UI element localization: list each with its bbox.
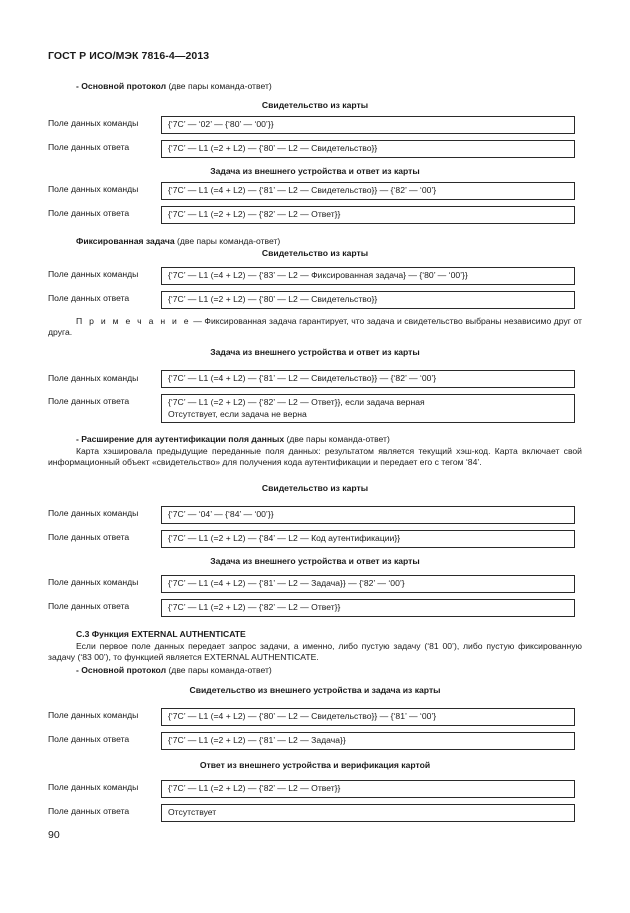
section-title: С.3 Функция EXTERNAL AUTHENTICATE [76,629,246,639]
response-data-field: {‘7C’ — L1 (=2 + L2) — {‘82’ — L2 — Ответ}} [161,599,575,617]
page-header-title: ГОСТ Р ИСО/МЭК 7816-4—2013 [48,50,210,62]
row-label-command: Поле данных команды [48,782,139,792]
command-data-field: {‘7C’ — ‘02’ — {‘80’ — ‘00’}} [161,116,575,134]
row-label-response: Поле данных ответа [48,734,130,744]
basic-protocol-heading [48,81,582,92]
row-label-command: Поле данных команды [48,710,139,720]
basic-protocol-note: (две пары команда-ответ) [166,81,272,91]
command-data-field: {‘7C’ — L1 (=2 + L2) — {‘82’ — L2 — Ответ}} [161,780,575,798]
table-title: Свидетельство из внешнего устройства и задача из карты [189,685,441,695]
fixed-challenge-heading [48,236,582,247]
row-label-command: Поле данных команды [48,184,139,194]
response-line-valid: {‘7C’ — L1 (=2 + L2) — {‘82’ — L2 — Ответ}}, если задача верная [168,397,425,407]
data-auth-extension-heading [48,434,582,445]
note-label: П р и м е ч а н и е [76,316,191,326]
row-label-command: Поле данных команды [48,577,139,587]
response-data-field: {‘7C’ — L1 (=2 + L2) — {‘82’ — L2 — Ответ}} [161,206,575,224]
row-label-response: Поле данных ответа [48,806,130,816]
response-data-field: {‘7C’ — L1 (=2 + L2) — {‘84’ — L2 — Код аутентификации}} [161,530,575,548]
command-data-field: {‘7C’ — L1 (=4 + L2) — {‘80’ — L2 — Свидетельство}} — {‘81’ — ‘00’} [161,708,575,726]
note-paragraph [48,316,582,337]
row-label-response: Поле данных ответа [48,208,130,218]
command-data-field: {‘7C’ — L1 (=4 + L2) — {‘81’ — L2 — Свидетельство}} — {‘82’ — ‘00’} [161,182,575,200]
response-data-field: Отсутствует [161,804,575,822]
row-label-command: Поле данных команды [48,373,139,383]
external-authenticate-paragraph: Если первое поле данных передает запрос задачи, а именно, либо пустую задачу (‘81 00’), либо пустую фиксированную задачу (‘83 00’), то функцией является EXTERNAL AUTHENTICATE. [48,641,582,662]
row-label-response: Поле данных ответа [48,293,130,303]
fixed-challenge-label: Фиксированная задача [76,236,175,246]
row-label-response: Поле данных ответа [48,601,130,611]
hash-paragraph: Карта хэшировала предыдущие переданные поля данных: результатом является текущий хэш-код. Карта включает свой информационный объект «свидетельство» для получения кода аутентификации и передает его с тегом ‘84’. [48,446,582,467]
table-title: Свидетельство из карты [261,100,369,110]
row-label-response: Поле данных ответа [48,142,130,152]
response-line-invalid: Отсутствует, если задача не верна [168,408,307,419]
table-title: Свидетельство из карты [261,483,369,493]
command-data-field: {‘7C’ — L1 (=4 + L2) — {‘83’ — L2 — Фиксированная задача} — {‘80’ — ‘00’}} [161,267,575,285]
data-auth-extension-label: - Расширение для аутентификации поля данных [76,434,285,444]
data-auth-extension-note: (две пары команда-ответ) [284,434,390,444]
page-number: 90 [48,829,60,841]
basic-protocol-label: - Основной протокол [76,81,167,91]
basic-protocol-note: (две пары команда-ответ) [166,665,272,675]
response-data-field [161,394,575,423]
table-title: Задача из внешнего устройства и ответ из карты [210,347,420,357]
response-data-field: {‘7C’ — L1 (=2 + L2) — {‘80’ — L2 — Свидетельство}} [161,140,575,158]
basic-protocol-label: - Основной протокол [76,665,167,675]
command-data-field: {‘7C’ — ‘04’ — {‘84’ — ‘00’}} [161,506,575,524]
note-text: — Фиксированная задача гарантирует, что задача и свидетельство выбраны независимо друг от друга. [48,316,582,337]
table-title: Задача из внешнего устройства и ответ из карты [210,166,420,176]
basic-protocol-heading [48,665,582,676]
response-data-field: {‘7C’ — L1 (=2 + L2) — {‘80’ — L2 — Свидетельство}} [161,291,575,309]
response-data-field: {‘7C’ — L1 (=2 + L2) — {‘81’ — L2 — Задача}} [161,732,575,750]
row-label-command: Поле данных команды [48,118,139,128]
command-data-field: {‘7C’ — L1 (=4 + L2) — {‘81’ — L2 — Свидетельство}} — {‘82’ — ‘00’} [161,370,575,388]
command-data-field: {‘7C’ — L1 (=4 + L2) — {‘81’ — L2 — Задача}} — {‘82’ — ‘00’} [161,575,575,593]
row-label-command: Поле данных команды [48,269,139,279]
row-label-response: Поле данных ответа [48,532,130,542]
row-label-response: Поле данных ответа [48,396,130,406]
table-title: Ответ из внешнего устройства и верификация картой [199,760,431,770]
row-label-command: Поле данных команды [48,508,139,518]
table-title: Свидетельство из карты [261,248,369,258]
table-title: Задача из внешнего устройства и ответ из карты [210,556,420,566]
fixed-challenge-note: (две пары команда-ответ) [174,236,281,246]
